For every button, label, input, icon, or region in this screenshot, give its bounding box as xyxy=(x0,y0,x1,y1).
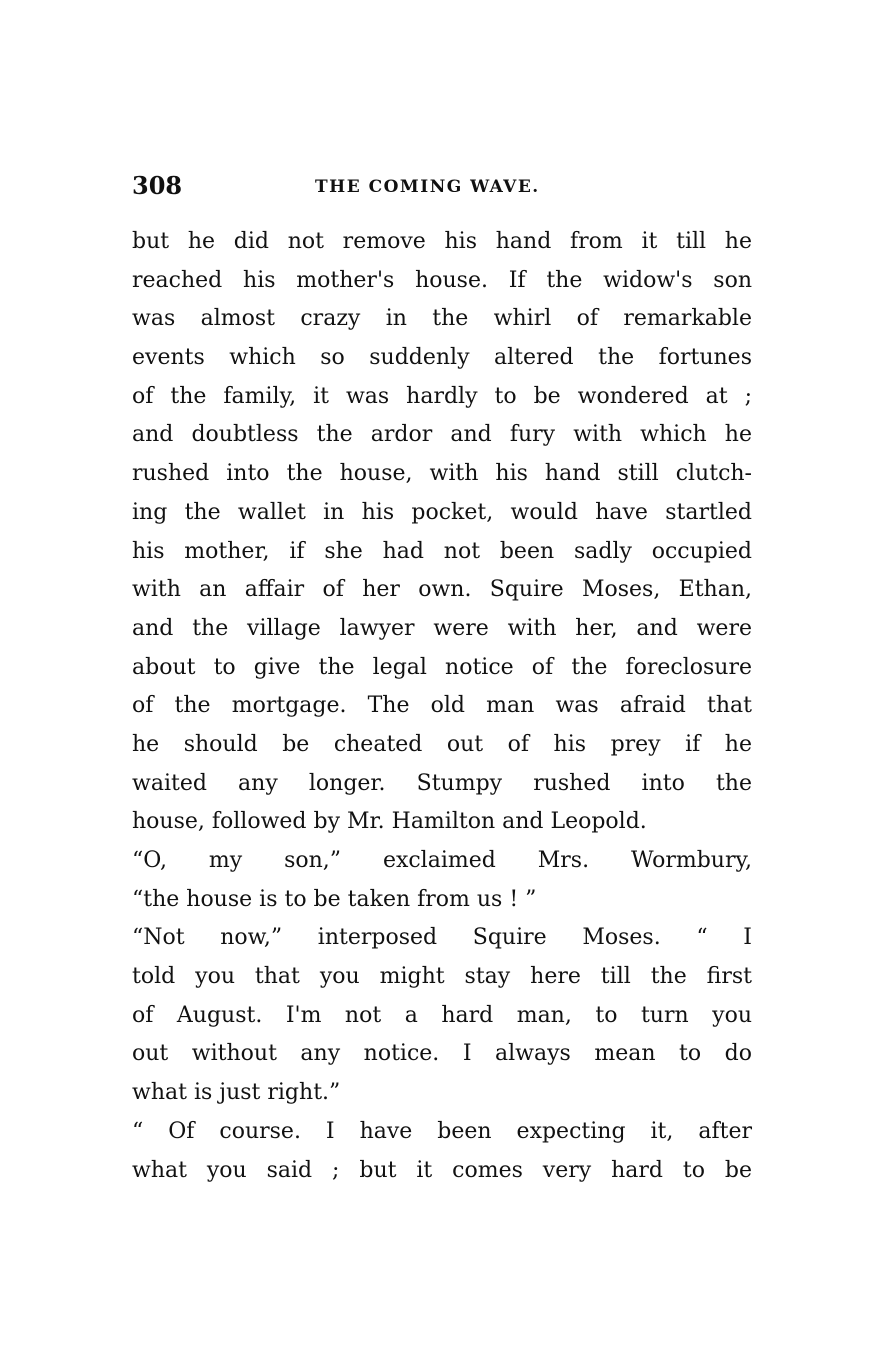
text-line: events which so suddenly altered the fortunes xyxy=(132,345,752,371)
text-line: “ Of course. I have been expecting it, after xyxy=(132,1118,752,1144)
text-line: he should be cheated out of his prey if he xyxy=(132,731,752,757)
text-line: was almost crazy in the whirl of remarkable xyxy=(132,306,752,332)
text-line: waited any longer. Stumpy rushed into the xyxy=(132,770,752,796)
text-line: out without any notice. I always mean to do xyxy=(132,1041,752,1067)
text-line: “the house is to be taken from us ! ” xyxy=(132,886,537,912)
page-header xyxy=(132,168,752,204)
text-line: and doubtless the ardor and fury with which he xyxy=(132,422,752,448)
text-line: “O, my son,” exclaimed Mrs. Wormbury, xyxy=(132,848,752,873)
text-line: “Not now,” interposed Squire Moses. “ I xyxy=(132,925,752,951)
text-line: but he did not remove his hand from it till he xyxy=(132,229,752,254)
text-line: told you that you might stay here till the first xyxy=(132,964,752,990)
text-line: ing the wallet in his pocket, would have startled xyxy=(132,499,752,525)
text-line: and the village lawyer were with her, and were xyxy=(132,615,752,641)
text-line: his mother, if she had not been sadly occupied xyxy=(132,538,752,564)
text-line: of the family, it was hardly to be wondered at ; xyxy=(132,383,752,409)
text-line: what you said ; but it comes very hard to be xyxy=(132,1157,752,1183)
text-line: reached his mother's house. If the widow's son xyxy=(132,267,752,293)
page-number: 308 xyxy=(132,171,183,200)
text-line: house, followed by Mr. Hamilton and Leopold. xyxy=(132,809,647,835)
body-text xyxy=(132,223,752,1190)
text-line: about to give the legal notice of the foreclosure xyxy=(132,654,752,680)
text-line: with an affair of her own. Squire Moses, Ethan, xyxy=(132,577,752,603)
text-line: rushed into the house, with his hand still clutch- xyxy=(132,461,752,487)
text-line: what is just right.” xyxy=(132,1080,341,1106)
running-title: THE COMING WAVE. xyxy=(315,177,540,197)
text-line: of the mortgage. The old man was afraid that xyxy=(132,693,752,719)
text-line: of August. I'm not a hard man, to turn you xyxy=(132,1002,752,1028)
